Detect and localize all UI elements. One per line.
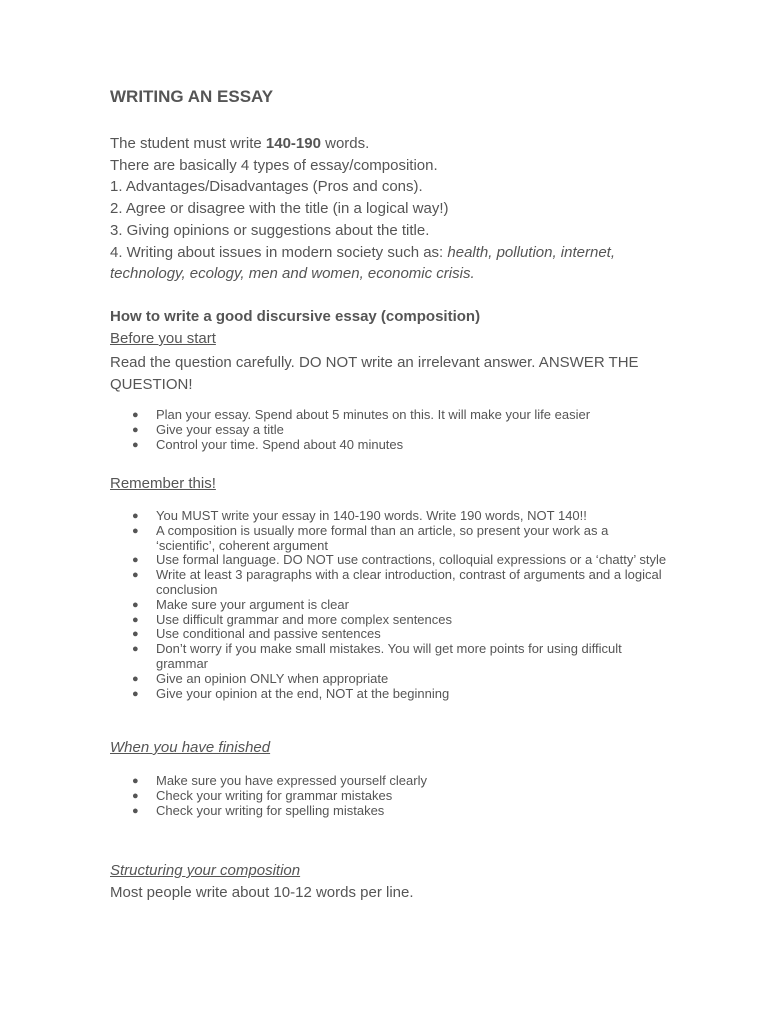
- list-item: [110, 524, 670, 554]
- essay-type-1: 1. Advantages/Disadvantages (Pros and cons).: [110, 178, 423, 196]
- list-item-text: Use conditional and passive sentences: [156, 626, 381, 642]
- list-item: [110, 408, 670, 423]
- list-item: [110, 568, 670, 598]
- bullet-icon: ●: [132, 643, 139, 656]
- essay-type-2: 2. Agree or disagree with the title (in a logical way!): [110, 200, 449, 218]
- word-count-range: 140-190: [265, 135, 321, 152]
- bullet-icon: ●: [132, 804, 139, 817]
- list-item: [110, 672, 670, 687]
- list-item-text: Give your essay a title: [156, 421, 284, 437]
- list-item-text: Use difficult grammar and more complex sentences: [156, 611, 452, 627]
- list-item-text: Make sure your argument is clear: [156, 596, 349, 612]
- essay-type-3: 3. Giving opinions or suggestions about the title.: [110, 221, 430, 239]
- page-title: WRITING AN ESSAY: [110, 87, 274, 106]
- list-item: [110, 774, 670, 789]
- when-finished-heading: When you have finished: [110, 739, 271, 756]
- list-item-text: Plan your essay. Spend about 5 minutes on this. It will make your life easier: [156, 407, 591, 422]
- list-item-text: Don’t worry if you make small mistakes. You will get more points for using difficult grammar: [156, 641, 622, 671]
- list-item: [110, 627, 670, 642]
- essay-type-4: [110, 242, 655, 285]
- remember-list: [110, 509, 670, 701]
- list-item-text: Check your writing for grammar mistakes: [156, 787, 393, 803]
- word-count-line: [110, 133, 655, 155]
- list-item: [110, 642, 670, 672]
- list-item-text: Give an opinion ONLY when appropriate: [156, 670, 389, 686]
- bullet-icon: ●: [132, 438, 139, 451]
- list-item: [110, 687, 670, 702]
- list-item: [110, 509, 670, 524]
- read-question-text: Read the question carefully. DO NOT write an irrelevant answer. ANSWER THE QUESTION!: [110, 354, 639, 393]
- list-item-text: Control your time. Spend about 40 minutes: [156, 436, 404, 452]
- list-item-text: Write at least 3 paragraphs with a clear introduction, contrast of arguments and a logical conclusion: [156, 567, 662, 597]
- list-item: [110, 789, 670, 804]
- bullet-icon: ●: [132, 554, 139, 567]
- list-item: [110, 438, 670, 453]
- list-item: [110, 804, 670, 819]
- list-item-text: Use formal language. DO NOT use contractions, colloquial expressions or a ‘chatty’ style: [156, 552, 667, 568]
- bullet-icon: ●: [132, 687, 139, 700]
- bullet-icon: ●: [132, 628, 139, 641]
- words-per-line-text: Most people write about 10-12 words per line.: [110, 884, 414, 901]
- list-item: [110, 553, 670, 568]
- remember-heading: Remember this!: [110, 475, 216, 492]
- bullet-icon: ●: [132, 775, 139, 787]
- list-item-text: Give your opinion at the end, NOT at the beginning: [156, 685, 450, 701]
- structuring-heading: Structuring your composition: [110, 862, 301, 879]
- essay-types-intro: There are basically 4 types of essay/composition.: [110, 156, 438, 174]
- bullet-icon: ●: [132, 423, 139, 436]
- when-finished-list: [110, 774, 670, 818]
- howto-heading: How to write a good discursive essay (composition): [110, 308, 481, 325]
- bullet-icon: ●: [132, 409, 139, 421]
- word-count-prefix: The student must write: [110, 135, 266, 152]
- essay-type-4-prefix: 4. Writing about issues in modern society such as:: [110, 243, 448, 261]
- bullet-icon: ●: [132, 613, 139, 626]
- bullet-icon: ●: [132, 672, 139, 685]
- intro-section: [110, 133, 655, 285]
- list-item: [110, 423, 670, 438]
- word-count-suffix: words.: [320, 135, 370, 152]
- list-item-text: A composition is usually more formal than an article, so present your work as a ‘scientific’, coherent argument: [156, 522, 609, 553]
- before-you-start-heading: Before you start: [110, 330, 216, 347]
- bullet-icon: ●: [132, 569, 139, 582]
- before-start-list: [110, 408, 670, 452]
- list-item-text: You MUST write your essay in 140-190 words. Write 190 words, NOT 140!!: [156, 508, 587, 523]
- essay-type-4-topics: health, pollution, internet, technology, ecology, men and women, economic crisis.: [110, 243, 616, 283]
- list-item: [110, 598, 670, 613]
- bullet-icon: ●: [132, 524, 139, 537]
- bullet-icon: ●: [132, 598, 139, 611]
- bullet-icon: ●: [132, 510, 139, 522]
- bullet-icon: ●: [132, 789, 139, 802]
- list-item-text: Check your writing for spelling mistakes: [156, 802, 385, 818]
- list-item: [110, 613, 670, 628]
- list-item-text: Make sure you have expressed yourself clearly: [156, 773, 427, 788]
